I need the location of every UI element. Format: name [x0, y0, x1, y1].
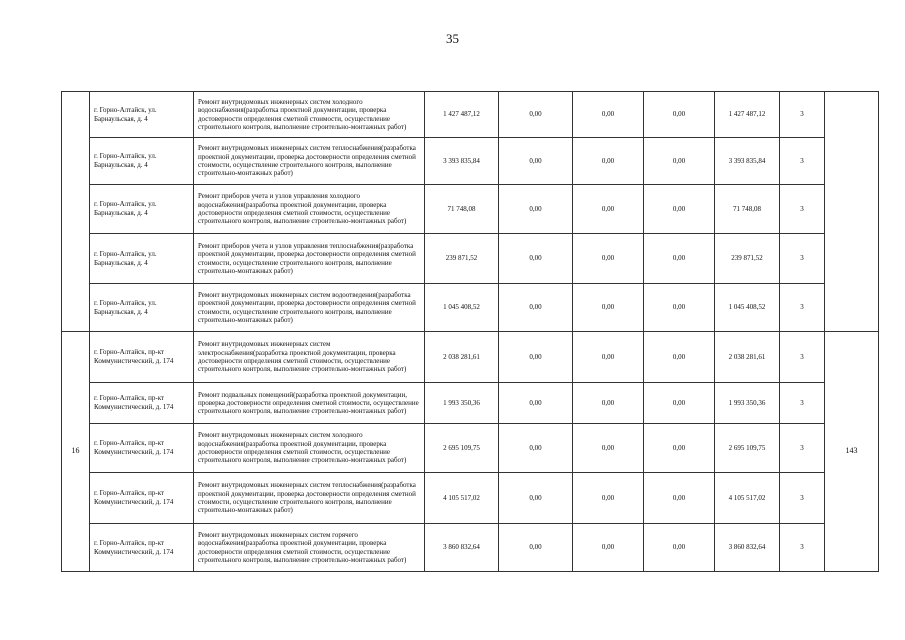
- value-cell: 0,00: [644, 524, 715, 572]
- value-cell: 0,00: [573, 383, 644, 424]
- address-cell: г. Горно-Алтайск, ул. Барнаульская, д. 4: [90, 185, 194, 234]
- value-cell: 0,00: [573, 92, 644, 138]
- address-cell: г. Горно-Алтайск, пр-кт Коммунистический, д. 174: [90, 332, 194, 383]
- work-type-cell: Ремонт внутридомовых инженерных систем холодного водоснабжения(разработка проектной документации, проверка достоверности определения сметной стоимости, осуществление строительного контроля, выполнение строительно-монтажных работ): [194, 424, 425, 473]
- value-cell: 0,00: [644, 383, 715, 424]
- table-row: [62, 92, 879, 138]
- work-type-cell: Ремонт приборов учета и узлов управления теплоснабжения(разработка проектной документации, проверка достоверности определения сметной стоимости, осуществление строительного контроля, выполнение строительно-монтажных работ): [194, 234, 425, 284]
- value-cell: 0,00: [573, 332, 644, 383]
- table-row: [62, 185, 879, 234]
- cost-cell: 2 695 109,75: [425, 424, 499, 473]
- year-cell: 3: [780, 383, 825, 424]
- group-number-cell: 16: [62, 332, 90, 572]
- address-cell: г. Горно-Алтайск, ул. Барнаульская, д. 4: [90, 138, 194, 185]
- total-cell: 4 105 517,02: [715, 473, 780, 524]
- cost-cell: 3 860 832,64: [425, 524, 499, 572]
- year-cell: 3: [780, 473, 825, 524]
- table-row: [62, 424, 879, 473]
- year-cell: 3: [780, 332, 825, 383]
- table-row: [62, 473, 879, 524]
- work-type-cell: Ремонт приборов учета и узлов управления холодного водоснабжения(разработка проектной документации, проверка достоверности определения сметной стоимости, осуществление строительного контроля, выполнение строительно-монтажных работ): [194, 185, 425, 234]
- address-cell: г. Горно-Алтайск, пр-кт Коммунистический, д. 174: [90, 524, 194, 572]
- value-cell: 0,00: [644, 185, 715, 234]
- year-cell: 3: [780, 92, 825, 138]
- value-cell: 0,00: [499, 424, 573, 473]
- table-row: [62, 383, 879, 424]
- value-cell: 0,00: [573, 424, 644, 473]
- total-cell: 1 045 408,52: [715, 284, 780, 332]
- cost-cell: 1 993 350,36: [425, 383, 499, 424]
- capital-repair-table: [61, 91, 879, 572]
- address-cell: г. Горно-Алтайск, пр-кт Коммунистический, д. 174: [90, 424, 194, 473]
- total-cell: 2 038 281,61: [715, 332, 780, 383]
- cost-cell: 1 045 408,52: [425, 284, 499, 332]
- value-cell: 0,00: [499, 332, 573, 383]
- value-cell: 0,00: [499, 234, 573, 284]
- value-cell: 0,00: [499, 473, 573, 524]
- value-cell: 0,00: [644, 92, 715, 138]
- table-row: [62, 138, 879, 185]
- cost-cell: 239 871,52: [425, 234, 499, 284]
- value-cell: 0,00: [573, 138, 644, 185]
- value-cell: 0,00: [499, 284, 573, 332]
- value-cell: 0,00: [499, 92, 573, 138]
- value-cell: 0,00: [499, 524, 573, 572]
- total-cell: 1 427 487,12: [715, 92, 780, 138]
- group-number-cell: [62, 92, 90, 332]
- work-type-cell: Ремонт внутридомовых инженерных систем теплоснабжения(разработка проектной документации, проверка достоверности определения сметной стоимости, осуществление строительного контроля, выполнение строительно-монтажных работ): [194, 473, 425, 524]
- value-cell: 0,00: [644, 424, 715, 473]
- value-cell: 0,00: [644, 234, 715, 284]
- total-cell: 1 993 350,36: [715, 383, 780, 424]
- work-type-cell: Ремонт внутридомовых инженерных систем водоотведения(разработка проектной документации, проверка достоверности определения сметной стоимости, осуществление строительного контроля, выполнение строительно-монтажных работ): [194, 284, 425, 332]
- value-cell: 0,00: [644, 473, 715, 524]
- total-cell: 2 695 109,75: [715, 424, 780, 473]
- value-cell: 0,00: [573, 473, 644, 524]
- page-number: 35: [446, 31, 459, 46]
- value-cell: 0,00: [644, 332, 715, 383]
- table-row: [62, 284, 879, 332]
- year-cell: 3: [780, 185, 825, 234]
- address-cell: г. Горно-Алтайск, ул. Барнаульская, д. 4: [90, 284, 194, 332]
- cost-cell: 2 038 281,61: [425, 332, 499, 383]
- year-cell: 3: [780, 138, 825, 185]
- address-cell: г. Горно-Алтайск, пр-кт Коммунистический, д. 174: [90, 383, 194, 424]
- table-row: [62, 234, 879, 284]
- value-cell: 0,00: [499, 185, 573, 234]
- work-type-cell: Ремонт внутридомовых инженерных систем электроснабжения(разработка проектной документации, проверка достоверности определения сметной стоимости, осуществление строительного контроля, выполнение строительно-монтажных работ): [194, 332, 425, 383]
- cost-cell: 3 393 835,84: [425, 138, 499, 185]
- work-type-cell: Ремонт внутридомовых инженерных систем холодного водоснабжения(разработка проектной документации, проверка достоверности определения сметной стоимости, осуществление строительного контроля, выполнение строительно-монтажных работ): [194, 92, 425, 138]
- cost-cell: 1 427 487,12: [425, 92, 499, 138]
- total-cell: 3 860 832,64: [715, 524, 780, 572]
- value-cell: 0,00: [573, 284, 644, 332]
- address-cell: г. Горно-Алтайск, ул. Барнаульская, д. 4: [90, 92, 194, 138]
- code-cell: 143: [825, 332, 879, 572]
- cost-cell: 71 748,08: [425, 185, 499, 234]
- work-type-cell: Ремонт подвальных помещений(разработка проектной документации, проверка достоверности определения сметной стоимости, осуществление строительного контроля, выполнение строительно-монтажных работ): [194, 383, 425, 424]
- code-cell: [825, 92, 879, 332]
- cost-cell: 4 105 517,02: [425, 473, 499, 524]
- address-cell: г. Горно-Алтайск, ул. Барнаульская, д. 4: [90, 234, 194, 284]
- year-cell: 3: [780, 524, 825, 572]
- address-cell: г. Горно-Алтайск, пр-кт Коммунистический, д. 174: [90, 473, 194, 524]
- value-cell: 0,00: [499, 383, 573, 424]
- total-cell: 239 871,52: [715, 234, 780, 284]
- value-cell: 0,00: [573, 524, 644, 572]
- year-cell: 3: [780, 234, 825, 284]
- table-row: [62, 524, 879, 572]
- work-type-cell: Ремонт внутридомовых инженерных систем теплоснабжения(разработка проектной документации, проверка достоверности определения сметной стоимости, осуществление строительного контроля, выполнение строительно-монтажных работ): [194, 138, 425, 185]
- year-cell: 3: [780, 424, 825, 473]
- value-cell: 0,00: [573, 234, 644, 284]
- value-cell: 0,00: [573, 185, 644, 234]
- value-cell: 0,00: [644, 284, 715, 332]
- value-cell: 0,00: [499, 138, 573, 185]
- value-cell: 0,00: [644, 138, 715, 185]
- work-type-cell: Ремонт внутридомовых инженерных систем горячего водоснабжения(разработка проектной документации, проверка достоверности определения сметной стоимости, осуществление строительного контроля, выполнение строительно-монтажных работ): [194, 524, 425, 572]
- total-cell: 3 393 835,84: [715, 138, 780, 185]
- year-cell: 3: [780, 284, 825, 332]
- total-cell: 71 748,08: [715, 185, 780, 234]
- table-row: [62, 332, 879, 383]
